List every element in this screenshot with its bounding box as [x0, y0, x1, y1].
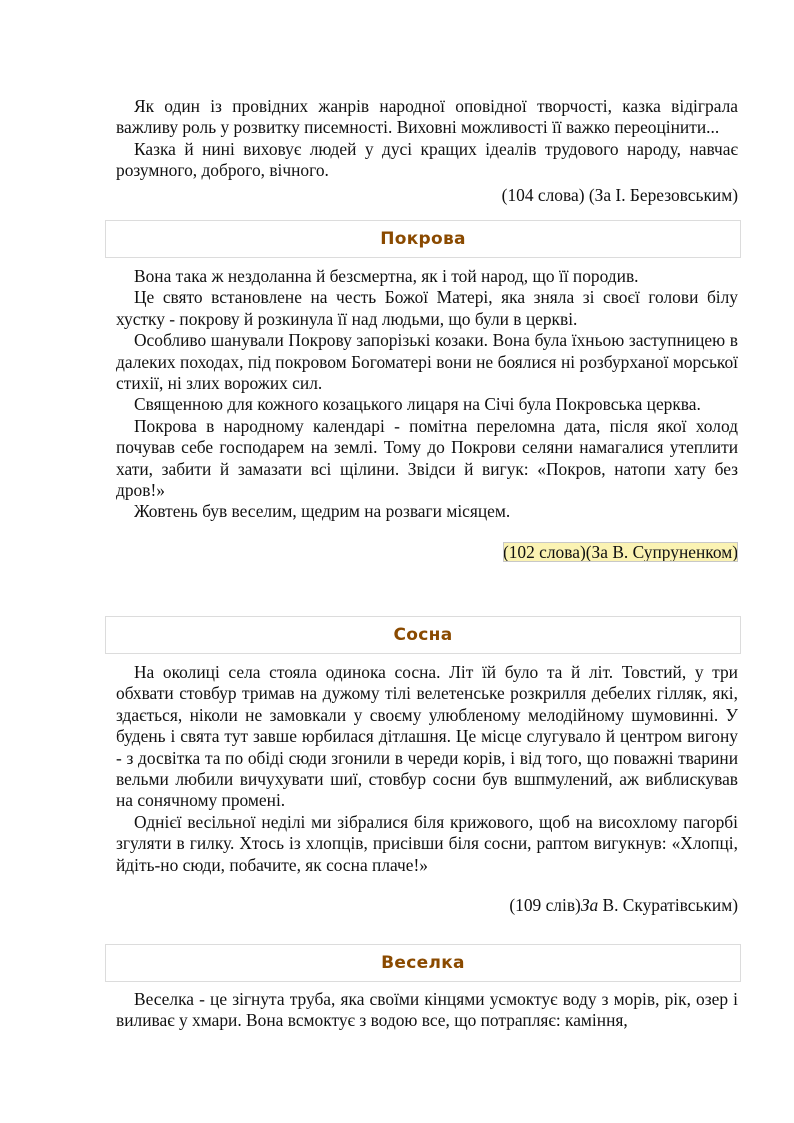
- section-heading-veselka: Веселка: [105, 944, 741, 982]
- sosna-paragraph: На околиці села стояла одинока сосна. Літ їй було та й літ. Товстий, у три обхвати стовбур тримав на дужому тілі велетенське розкрилля дебелих гілляк, які, здається, ніколи не замовкали у своєму улюбленому мелодійному шумовинні. У будень і свята тут завше юрбилася дітлашня. Це місце слугувало й центром вигону - з досвітка та по обіді сюди згонили в череди корів, і від того, що поважні тварини вельми любили вичухувати шиї, стовбур сосни був вшпмулений, аж виблискував на сонячному промені.: [116, 662, 738, 811]
- pokrova-paragraph: Покрова в народному календарі - помітна переломна дата, після якої холод почував себе господарем на землі. Тому до Покрови селяни намагалися утеплити хати, забити й замазати всі щілини. Звідси й вигук: «Покров, натопи хату без дров!»: [116, 415, 738, 501]
- sosna-paragraph: Однієї весільної неділі ми зібралися біля крижового, щоб на висохлому пагорбі згуляти в гилку. Хтось із хлопців, присівши біля сосни, раптом вигукнув: «Хлопці, йдіть-но сюди, побачите, як сосна плаче!»: [116, 811, 738, 875]
- pokrova-paragraph: Це свято встановлене на честь Божої Матері, яка зняла зі своєї голови білу хустку - покрову й розкинула її над людьми, що були в церкві.: [116, 287, 738, 329]
- section-heading-pokrova: Покрова: [105, 220, 741, 258]
- intro-source: (104 слова) (За І. Березовським): [501, 184, 738, 205]
- intro-section: [116, 96, 738, 206]
- pokrova-paragraph: Жовтень був веселим, щедрим на розваги місяцем.: [134, 501, 511, 522]
- veselka-paragraph: Веселка - це зігнута труба, яка своїми кінцями усмоктує воду з морів, рік, озер і виливає у хмари. Вона всмоктує з водою все, що потрапляє: каміння,: [116, 989, 738, 1031]
- veselka-section: [116, 989, 738, 1032]
- pokrova-section: [116, 266, 738, 563]
- pokrova-paragraph: Вона така ж нездоланна й безсмертна, як і той народ, що її породив.: [134, 266, 639, 286]
- intro-paragraph: Як один із провідних жанрів народної оповідної творчості, казка відіграла важливу роль у розвитку писемності. Виховні можливості її важко переоцінити...: [116, 96, 738, 138]
- sosna-source-za: За: [580, 895, 599, 916]
- sosna-source-author: В. Скуратівським): [598, 895, 738, 916]
- intro-paragraph: Казка й нині виховує людей у дусі кращих ідеалів трудового народу, навчає розумного, доброго, вічного.: [116, 138, 738, 181]
- pokrova-paragraph: Священною для кожного козацького лицаря на Січі була Покровська церква.: [134, 394, 701, 415]
- section-heading-sosna: Сосна: [105, 616, 741, 654]
- pokrova-source-text: (102 слова)(За В. Супруненком): [502, 541, 738, 562]
- sosna-section: [116, 662, 738, 916]
- pokrova-source: [116, 542, 738, 563]
- pokrova-paragraph: Особливо шанували Покрову запорізькі козаки. Вона була їхньою заступницею в далеких походах, під покровом Богоматері вони не боялися ні розбурханої морської стихії, ні злих ворожих сил.: [116, 330, 738, 394]
- sosna-source: [116, 895, 738, 916]
- sosna-source-count: (109 слів): [509, 895, 581, 916]
